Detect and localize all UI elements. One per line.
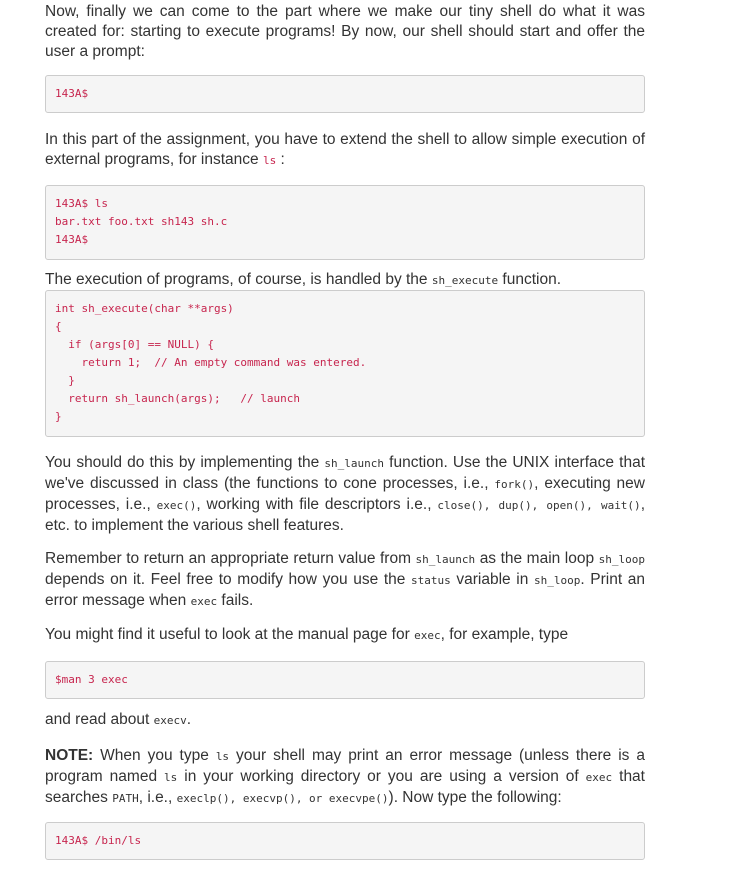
- code-block-sh-execute: int sh_execute(char **args) { if (args[0] == NULL) { return 1; // An empty command was entered. } return sh_launch(args); // launch }: [45, 290, 645, 437]
- paragraph-extend-shell: In this part of the assignment, you have to extend the shell to allow simple execution of external programs, for instance ls :: [45, 131, 645, 168]
- inline-code-fork: fork(): [494, 478, 535, 491]
- inline-code-exec-4: exec: [585, 771, 613, 784]
- code-block-prompt: 143A$: [45, 75, 645, 113]
- inline-code-sh-loop-2: sh_loop: [533, 574, 581, 587]
- inline-code-sh-loop: sh_loop: [598, 553, 645, 566]
- inline-code-exec-2: exec: [190, 595, 218, 608]
- paragraph-read-execv: and read about execv.: [45, 711, 192, 728]
- code-block-bin-ls: 143A$ /bin/ls: [45, 822, 645, 860]
- paragraph-intro: Now, finally we can come to the part where we make our tiny shell do what it was created for: starting to execute programs! By now, our shell should start and offer the user a prompt:: [45, 3, 645, 60]
- inline-code-fd-functions: close(), dup(), open(), wait(): [437, 499, 641, 512]
- paragraph-return-value: Remember to return an appropriate return value from sh_launch as the main loop sh_loop depends on it. Feel free to modify how you use the status variable in sh_loop. Print an error message when exec fails.: [45, 550, 646, 609]
- inline-code-execv: execv: [153, 714, 187, 727]
- paragraph-manual-page: You might find it useful to look at the manual page for exec, for example, type: [45, 626, 569, 643]
- inline-code-ls-3: ls: [164, 771, 178, 784]
- inline-code-exec-3: exec: [414, 629, 441, 642]
- inline-code-exec: exec(): [156, 499, 197, 512]
- inline-code-sh-launch-2: sh_launch: [415, 553, 476, 566]
- inline-code-path: PATH: [112, 792, 139, 805]
- inline-code-sh-launch: sh_launch: [324, 457, 385, 470]
- inline-code-sh-execute: sh_execute: [431, 274, 499, 287]
- inline-code-exec-variants: execlp(), execvp(), or execvpe(): [176, 792, 389, 805]
- code-block-ls-example: 143A$ ls bar.txt foo.txt sh143 sh.c 143A$: [45, 185, 645, 260]
- inline-code-ls-2: ls: [215, 750, 230, 763]
- note-label: NOTE:: [45, 747, 94, 764]
- paragraph-execution: The execution of programs, of course, is handled by the sh_execute function.: [45, 271, 561, 288]
- code-block-man-exec: $man 3 exec: [45, 661, 645, 699]
- paragraph-implement-launch: You should do this by implementing the sh_launch function. Use the UNIX interface that we've discussed in class (the functions to cone processes, i.e., fork(), executing new processes, i.e., exec(), working with file descriptors i.e., close(), dup(), open(), wait(), etc. to implement the various shell features.: [45, 454, 646, 534]
- paragraph-note: NOTE: When you type ls your shell may print an error message (unless there is a program named ls in your working directory or you are using a version of exec that searches PATH, i.e., execlp(), execvp(), or execvpe()). Now type the following:: [45, 747, 645, 806]
- inline-code-status: status: [411, 574, 451, 587]
- inline-code-ls: ls: [262, 154, 277, 167]
